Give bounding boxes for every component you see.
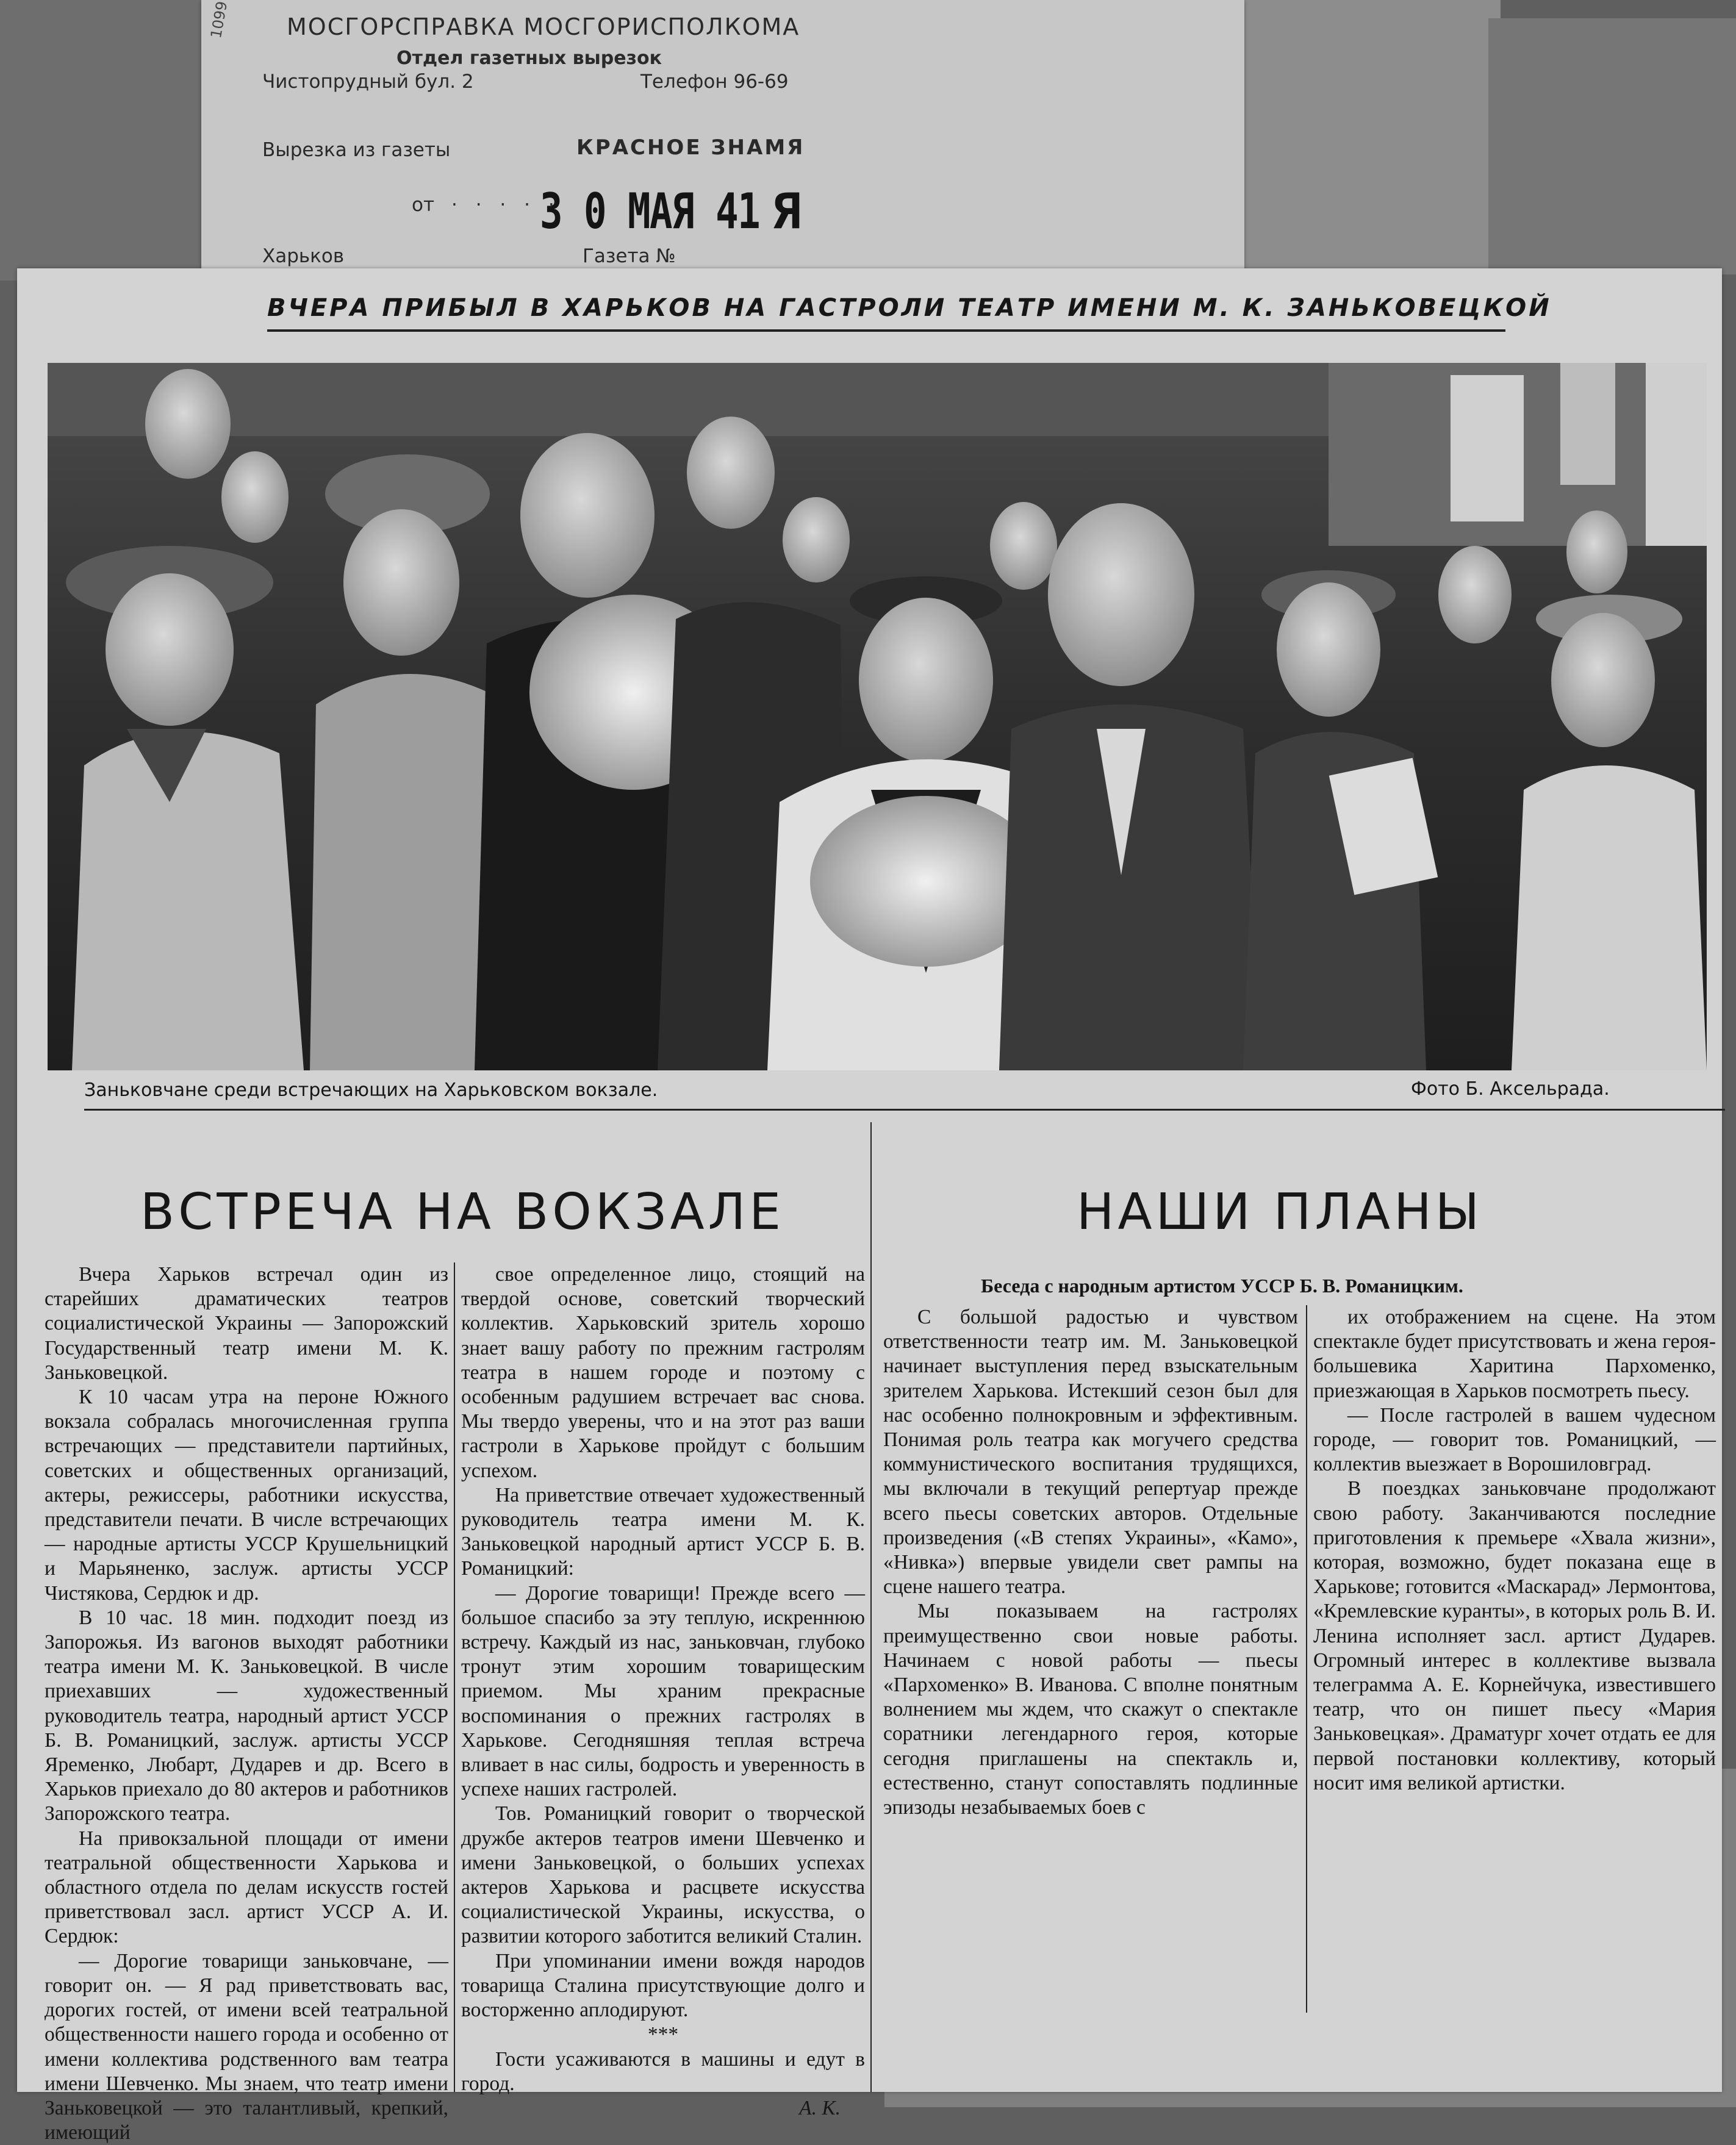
paragraph: их отображением на сцене. На этом спектакле будет присутствовать и жена героя-большевика Харитина Пархоменко, приезжающая в Харьков посмотреть пьесу. [1313, 1306, 1716, 1402]
paragraph: В поездках заньковчане продолжают свою работу. Заканчиваются последние приготовления к премьере «Хвала жизни», которая, возможно, будет показана еще в Харькове; готовится «Маскарад» Лермонтова, «Кремлевские куранты», в которых роль В. И. Ленина исполняет засл. артист Дударев. Огромный интерес в коллективе вызвала телеграмма А. Е. Корнейчука, известившего театр, что он пишет пьесу «Мария Заньковецкая». Драматург хочет отдать ее для первой постановки коллективу, который носит имя великой артистки. [1313, 1477, 1716, 1794]
paragraph: свое определенное лицо, стоящий на твердой основе, советский творческий коллектив. Харьковский зритель хорошо знает вашу работу по прежним гастролям театра в нашем городе и поэтому с особенным радушием встречает вас снова. Мы твердо уверены, что и на этот раз ваши гастроли в Харькове пройдут с большим успехом. [461, 1263, 865, 1482]
paragraph: Гости усаживаются в машины и едут в город. [461, 2047, 865, 2095]
slip-corner-note: 1099 [207, 0, 231, 40]
paragraph: — Дорогие товарищи! Прежде всего — большое спасибо за эту теплую, искреннюю встречу. Каждый из нас, заньковчан, глубоко тронут этим хорошим товарищеским приемом. Мы храним прекрасные воспоминания о прежних гастролях в Харькове. Сегодняшняя теплая встреча вливает в нас силы, бодрость и уверенность в успехе наших гастролей. [461, 1581, 865, 1801]
article-left-col2 [461, 1262, 865, 2119]
article-left-headline: ВСТРЕЧА НА ВОКЗАЛЕ [140, 1183, 785, 1241]
paragraph: Вчера Харьков встречал один из старейших драматических театров социалистической Украины — Запорожский Государственный театр имени М. К. Заньковецкой. [45, 1263, 448, 1384]
slip-city: Харьков [262, 245, 345, 267]
paragraph: В 10 час. 18 мин. подходит поезд из Запорожья. Из вагонов выходят работники театра имени М. К. Заньковецкой. В числе приехавших — художественный руководитель театра, народный артист УССР Б. В. Романицкий, заслуж. артисты УССР Яременко, Любарт, Дударев и др. Всего в Харьков приехало до 80 актеров и работников Запорожского театра. [45, 1606, 448, 1825]
article-right-subhead: Беседа с народным артистом УССР Б. В. Романицким. [981, 1275, 1463, 1297]
slip-address: Чистопрудный бул. 2 [262, 71, 474, 93]
article-right-col1 [883, 1305, 1298, 2013]
group-photo [48, 363, 1707, 1070]
slip-date-prefix: от [412, 194, 435, 216]
paragraph: — После гастролей в вашем чудесном городе, — говорит тов. Романицкий, — коллектив выезжает в Ворошиловград. [1313, 1403, 1716, 1476]
article-right-headline: НАШИ ПЛАНЫ [1076, 1183, 1483, 1241]
slip-department: Отдел газетных вырезок [396, 48, 662, 69]
date-stamp: 3 0 МАЯ 41 [540, 183, 760, 240]
background-sheet-1 [1244, 0, 1501, 287]
slip-newspaper: КРАСНОЕ ЗНАМЯ [576, 135, 805, 160]
column-divider-left [870, 1122, 872, 2092]
column-divider-left-inner [454, 1262, 455, 2092]
slip-org: МОСГОРСПРАВКА МОСГОРИСПОЛКОМА [287, 13, 800, 40]
photo-credit: Фото Б. Аксельрада. [1411, 1078, 1610, 1100]
group-photo-image [48, 363, 1707, 1070]
paragraph: При упоминании имени вождя народов товарища Сталина присутствующие долго и восторженно аплодируют. [461, 1949, 865, 2022]
date-stamp-mark: Я [772, 183, 802, 240]
paragraph: — Дорогие товарищи заньковчане, — говорит он. — Я рад приветствовать вас, дорогих гостей, от имени всей театральной общественности нашего города и особенно от имени коллектива родственного вам театра имени Шевченко. Мы знаем, что театр имени Заньковецкой — это талантливый, крепкий, имеющий [45, 1949, 448, 2144]
slip-clipping-label: Вырезка из газеты [262, 139, 451, 161]
background-sheet-3 [0, 0, 201, 281]
paragraph: К 10 часам утра на пероне Южного вокзала собралась многочисленная группа встречающих — представители партийных, советских и общественных организаций, актеры, режиссеры, работники искусства, представители печати. В числе встречающих — народные артисты УССР Крушельницкий и Марьяненко, заслуж. артисты УССР Чистякова, Сердюк и др. [45, 1386, 448, 1605]
caption-rule [84, 1109, 1725, 1111]
banner-headline: ВЧЕРА ПРИБЫЛ В ХАРЬКОВ НА ГАСТРОЛИ ТЕАТР ИМЕНИ М. К. ЗАНЬКОВЕЦКОЙ [267, 287, 1505, 332]
article-right-col2 [1313, 1305, 1716, 2013]
paragraph: С большой радостью и чувством ответственности театр им. М. Заньковецкой начинает выступления перед взыскательным зрителем Харькова. Истекший сезон был для нас особенно полнокровным и эффективным. Понимая роль театра как могучего средства коммунистического воспитания трудящихся, мы включали в текущий репертуар прежде всего пьесы советских авторов. Отдельные произведения («В степях Украины», «Камо», «Нивка») впервые увидели свет рампы на сцене нашего театра. [883, 1306, 1298, 1599]
section-separator: *** [647, 2023, 679, 2046]
newspaper-clipping [17, 268, 1722, 2144]
paragraph: Мы показываем на гастролях преимущественно свои новые работы. Начинаем с новой работы — пьесы «Пархоменко» В. Иванова. С вполне понятным волнением мы ждем, что скажут о спектакле соратники легендарного героя, которые сегодня приглашены на спектакль и, естественно, станут сопоставлять подлинные эпизоды незабываемых боев с [883, 1600, 1298, 1819]
article-signature: А. К. [799, 2096, 841, 2119]
paragraph: На приветствие отвечает художественный руководитель театра имени М. К. Заньковецкой народный артист УССР Б. В. Романицкий: [461, 1483, 865, 1580]
background-sheet-2 [1488, 18, 1736, 274]
column-divider-right-inner [1306, 1305, 1307, 2013]
slip-phone: Телефон 96-69 [640, 71, 789, 93]
header-slip [201, 0, 1244, 281]
photo-caption: Заньковчане среди встречающих на Харьковском вокзале. [84, 1080, 658, 1101]
paragraph: На привокзальной площади от имени театральной общественности Харькова и областного отдела по делам искусств гостей приветствовал засл. артист УССР А. И. Сердюк: [45, 1827, 448, 1948]
slip-issue-label: Газета № [583, 245, 676, 267]
slip-date-dots: · · · · · [451, 194, 561, 216]
article-left-col1 [45, 1262, 448, 2144]
paragraph: Тов. Романицкий говорит о творческой дружбе актеров театров имени Шевченко и имени Заньковецкой, о больших успехах актеров Харькова и расцвете искусства социалистической Украины, искусства, о развитии которого заботится великий Сталин. [461, 1802, 865, 1948]
